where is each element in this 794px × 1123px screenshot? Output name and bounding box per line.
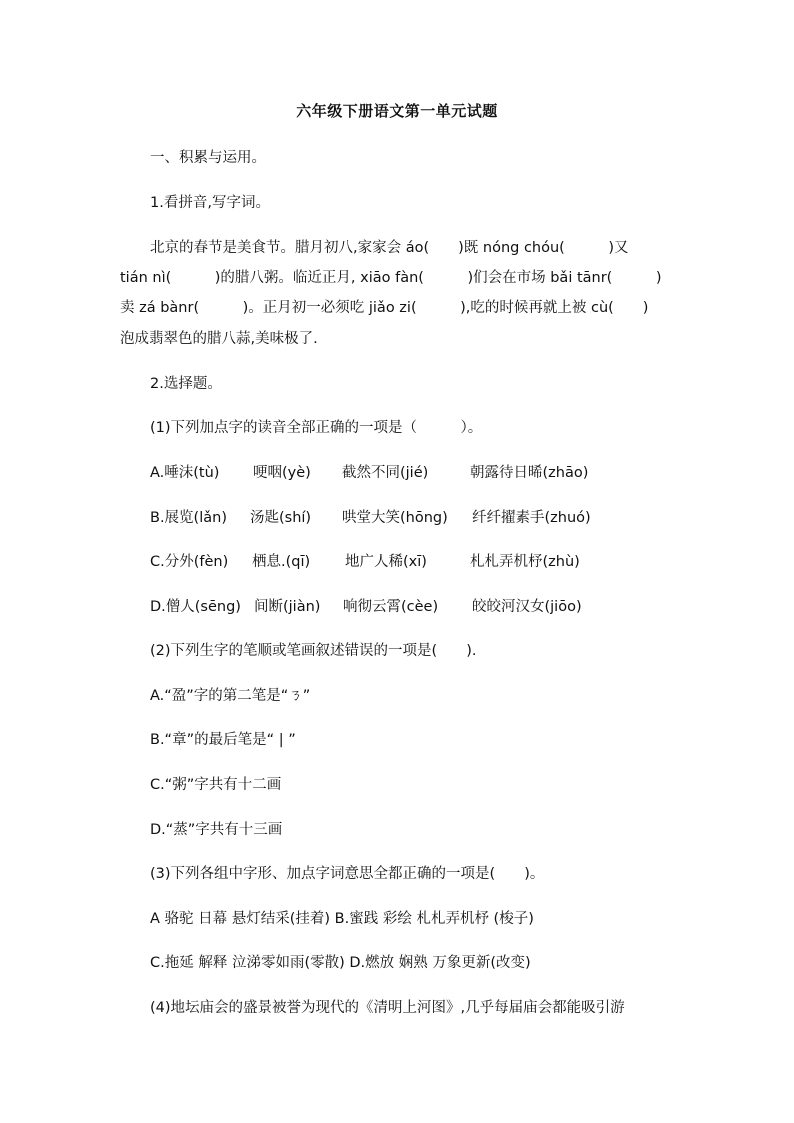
option-item: 哽咽(yè) (253, 465, 311, 481)
page-title: 六年级下册语文第一单元试题 (296, 102, 498, 120)
option-item: 纤纤擢素手(zhuó) (472, 510, 591, 526)
option-item: 截然不同(jié) (342, 465, 429, 481)
option-item: 皎皎河汉女(jiōo) (472, 599, 582, 615)
q2-sub2-option-a: A.“盈”字的第二笔是“ㄋ” (150, 688, 311, 704)
option-item: 响彻云霄(cèe) (343, 599, 439, 615)
option-item: 地广人稀(xī) (345, 554, 427, 570)
option-item: A.唾沫(tù) (150, 465, 220, 481)
option-item: D.僧人(sēng) (150, 599, 241, 615)
question-2-heading: 2.选择题。 (150, 376, 222, 392)
option-item: 札札弄机杼(zhù) (470, 554, 580, 570)
section-heading: 一、积累与运用。 (150, 150, 266, 166)
q1-line-2: tián nì( )的腊八粥。临近正月, xiāo fàn( )们会在市场 bǎi tānr( ) (120, 270, 662, 286)
q2-sub3-options-cd: C.拖延 解释 泣涕零如雨(零散) D.燃放 娴熟 万象更新(改变) (150, 955, 531, 971)
option-item: 间断(jiàn) (254, 599, 321, 615)
q2-sub2-question: (2)下列生字的笔顺或笔画叙述错误的一项是( ). (150, 643, 477, 659)
q2-sub1-question: (1)下列加点字的读音全部正确的一项是（ ）。 (150, 420, 483, 436)
option-item: 朝露待日晞(zhāo) (470, 465, 589, 481)
q2-sub3-question: (3)下列各组中字形、加点字词意思全都正确的一项是( )。 (150, 866, 545, 882)
option-item: 栖息.(qī) (252, 554, 311, 570)
option-item: 哄堂大笑(hōng) (342, 510, 448, 526)
q1-line-3: 卖 zá bànr( )。正月初一必须吃 jiǎo zi( ),吃的时候再就上被 cù( ) (120, 300, 649, 316)
q1-line-4: 泡成翡翠色的腊八蒜,美味极了. (120, 331, 318, 347)
q2-sub3-options-ab: A 骆驼 日幕 悬灯结采(挂着) B.蜜践 彩绘 札札弄机杼 (梭子) (150, 911, 534, 927)
q2-sub4-question: (4)地坛庙会的盛景被誉为现代的《清明上河图》,几乎每届庙会都能吸引游 (150, 1000, 625, 1016)
option-item: B.展览(lǎn) (150, 510, 227, 526)
option-item: C.分外(fèn) (150, 554, 229, 570)
question-1-heading: 1.看拼音,写字词。 (150, 195, 270, 211)
q2-sub2-option-d: D.“蒸”字共有十三画 (150, 822, 283, 838)
option-item: 汤匙(shí) (250, 510, 312, 526)
q2-sub2-option-c: C.“粥”字共有十二画 (150, 777, 282, 793)
q2-sub2-option-b: B.“章”的最后笔是“ | ” (150, 732, 296, 748)
q1-line-1: 北京的春节是美食节。腊月初八,家家会 áo( )既 nóng chóu( )又 (150, 240, 629, 256)
